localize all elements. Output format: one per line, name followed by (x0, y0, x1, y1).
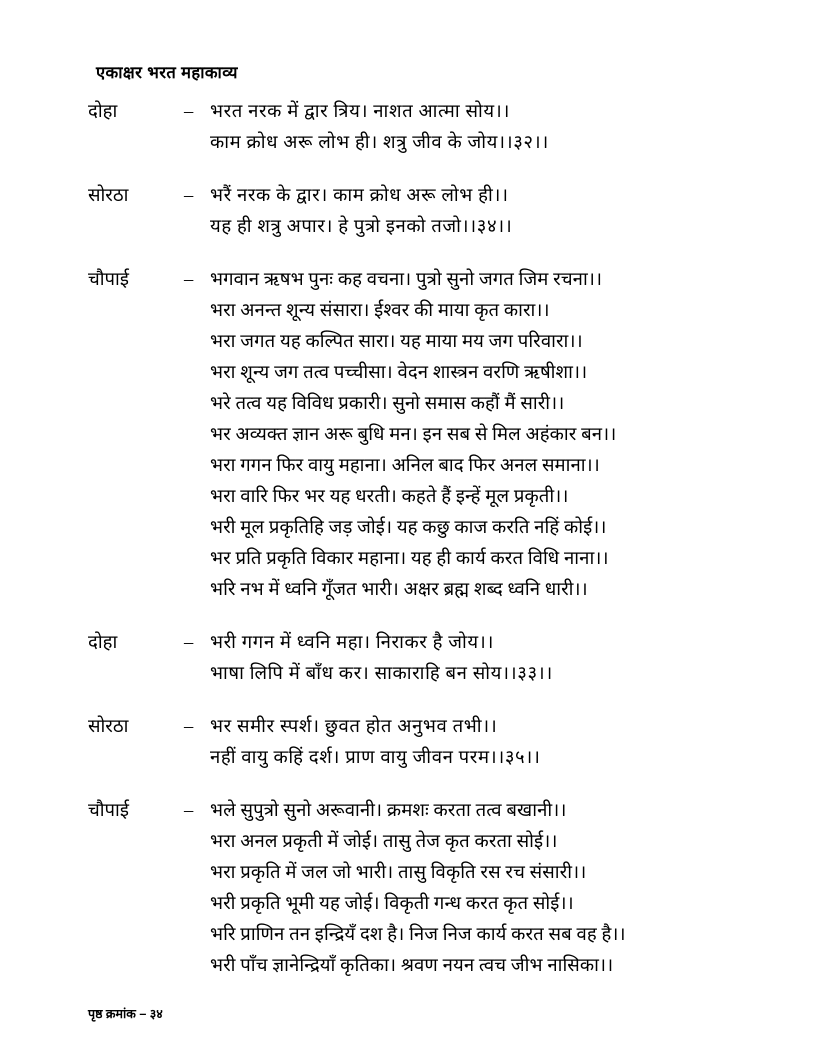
verse-line: भरत नरक में द्वार त्रिय। नाशत आत्मा सोय।। (210, 102, 510, 122)
verse-line: भर अव्यक्त ज्ञान अरू बुधि मन। इन सब से मिल अहंकार बन।। (210, 425, 617, 445)
verse-line: भर प्रति प्रकृति विकार महाना। यह ही कार्य करत विधि नाना।। (210, 549, 609, 569)
verse-line: भरी गगन में ध्वनि महा। निराकर है जोय।। (210, 633, 494, 653)
page-number-footer: पृष्ठ क्रमांक – ३४ (88, 1007, 163, 1021)
stanza-dash-separator: – (184, 270, 194, 290)
verse-container (88, 97, 744, 982)
verse-stanza (88, 265, 744, 606)
stanza-lines (210, 796, 744, 982)
page-title: एकाक्षर भरत महाकाव्य (96, 64, 238, 82)
verse-stanza (88, 181, 744, 243)
stanza-lines (210, 712, 744, 774)
verse-line: यह ही शत्रु अपार। हे पुत्रो इनको तजो।।३४।। (210, 217, 513, 237)
verse-line: भरैं नरक के द्वार। काम क्रोध अरू लोभ ही।। (210, 186, 509, 206)
verse-stanza (88, 796, 744, 982)
verse-line: भरा गगन फिर वायु महाना। अनिल बाद फिर अनल समाना।। (210, 456, 600, 476)
verse-line: भरी मूल प्रकृतिहि जड़ जोई। यह कछु काज करति नहिं कोई।। (210, 518, 607, 538)
stanza-meter-label: दोहा (88, 633, 118, 653)
stanza-dash-separator: – (184, 633, 194, 653)
verse-stanza (88, 628, 744, 690)
verse-line: भरा अनल प्रकृती में जोई। तासु तेज कृत करता सोई।। (210, 832, 558, 852)
verse-line: भाषा लिपि में बाँध कर। साकाराहि बन सोय।।३३।। (210, 664, 553, 684)
verse-line: भरा वारि फिर भर यह धरती। कहते हैं इन्हें मूल प्रकृती।। (210, 487, 569, 507)
stanza-lines (210, 265, 744, 606)
verse-line: भरे तत्व यह विविध प्रकारी। सुनो समास कहौं मैं सारी।। (210, 394, 565, 414)
stanza-meter-label: दोहा (88, 102, 118, 122)
verse-line: भरि नभ में ध्वनि गूँजत भारी। अक्षर ब्रह्म शब्द ध्वनि धारी।। (210, 580, 588, 600)
stanza-dash-separator: – (184, 717, 194, 737)
stanza-dash-separator: – (184, 102, 194, 122)
verse-line: भर समीर स्पर्श। छुवत होत अनुभव तभी।। (210, 717, 498, 737)
verse-line: काम क्रोध अरू लोभ ही। शत्रु जीव के जोय।।३२।। (210, 133, 549, 153)
stanza-lines (210, 181, 744, 243)
stanza-meter-label: सोरठा (88, 186, 129, 206)
verse-line: नहीं वायु कहिं दर्श। प्राण वायु जीवन परम।।३५।। (210, 748, 541, 768)
verse-line: भरि प्राणिन तन इन्द्रियँ दश है। निज निज कार्य करत सब वह है।। (210, 925, 626, 945)
stanza-dash-separator: – (184, 801, 194, 821)
verse-line: भरी प्रकृति भूमी यह जोई। विकृती गन्ध करत कृत सोई।। (210, 894, 574, 914)
stanza-meter-label: सोरठा (88, 717, 129, 737)
verse-line: भरा अनन्त शून्य संसारा। ईश्वर की माया कृत कारा।। (210, 301, 550, 321)
verse-stanza (88, 712, 744, 774)
verse-line: भरा जगत यह कल्पित सारा। यह माया मय जग परिवारा।। (210, 332, 583, 352)
stanza-lines (210, 97, 744, 159)
stanza-meter-label: चौपाई (88, 270, 129, 290)
verse-line: भरा शून्य जग तत्व पच्चीसा। वेदन शास्त्रन वरणि ऋषीशा।। (210, 363, 588, 383)
stanza-dash-separator: – (184, 186, 194, 206)
verse-line: भरा प्रकृति में जल जो भारी। तासु विकृति रस रच संसारी।। (210, 863, 587, 883)
verse-line: भरी पाँच ज्ञानेन्द्रियाँ कृतिका। श्रवण नयन त्वच जीभ नासिका।। (210, 956, 614, 976)
stanza-lines (210, 628, 744, 690)
verse-line: भगवान ऋषभ पुनः कह वचना। पुत्रो सुनो जगत जिम रचना।। (210, 270, 603, 290)
verse-stanza (88, 97, 744, 159)
stanza-meter-label: चौपाई (88, 801, 129, 821)
verse-line: भले सुपुत्रो सुनो अरूवानी। क्रमशः करता तत्व बखानी।। (210, 801, 567, 821)
